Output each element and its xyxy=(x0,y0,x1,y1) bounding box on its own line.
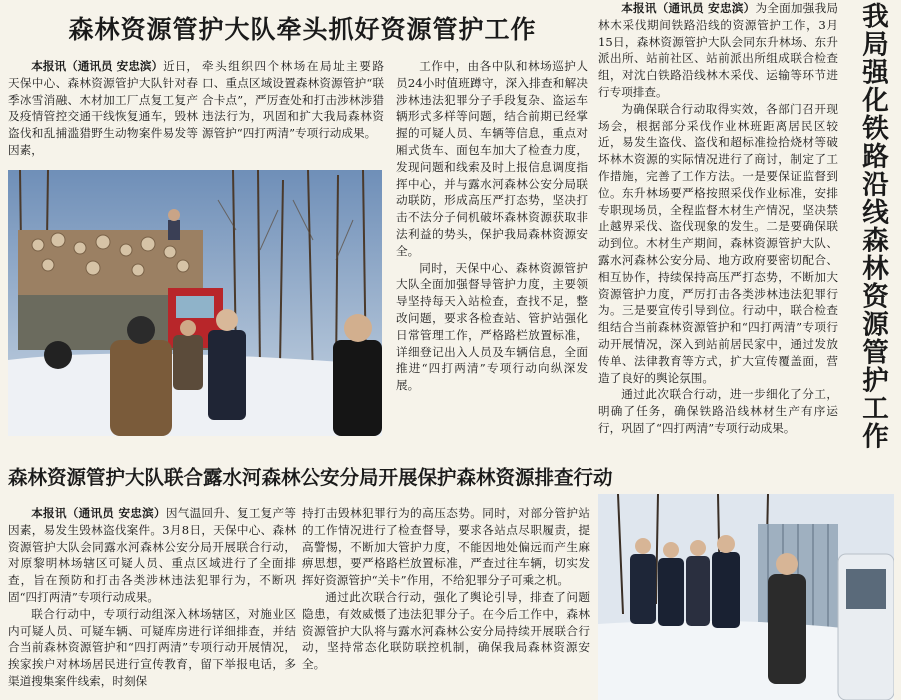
article3-paragraph-3: 通过此次联合行动，进一步细化了分工，明确了任务，确保铁路沿线林材生产有序运行，巩固了“四打两清”专项行动成果。 xyxy=(598,387,838,435)
patrol-in-snow-photo xyxy=(598,494,894,700)
article1-col2-text: 牵头组织四个林场在局址主要路口、重点区域设置森林资源管护“联合卡点”，严厉查处和打击涉林涉猎违法行为，巩固和扩大我局森林资源管护“四打两清”专项行动成果。 xyxy=(202,59,384,141)
article1-headline: 森林资源管护大队牵头抓好资源管护工作 xyxy=(68,15,537,44)
article3-byline: 本报讯（通讯员 安忠滨） xyxy=(621,1,756,15)
article2-column-2 xyxy=(302,505,590,700)
article3-column xyxy=(598,0,838,490)
article3-paragraph-2: 为确保联合行动取得实效，各部门召开现场会，根据部分采伐作业林班距离居民区较近，易发生盗伐、盗伐和超标准捡拾烧材等破坏林木资源的实际情况进行了商讨，制定了工作措施，完善了工作方法。一是要保证监督到位。东升林场要严格按照采伐作业标准，安排专职现场员，全程监督木材生产情况，坚决禁止越界采伐、盗伐现象的发生。二是要确保联动到位。木材生产期间，森林资源管护大队、露水河森林公安分局、地方政府要密切配合、相互协作，持续保持高压严打态势，不断加大资源管护力度，严厉打击各类涉林违法犯罪行为。三是要宣传引导到位。行动中，联合检查组结合当前森林资源管护和“四打两清”专项行动开展情况，深入到站前居民家中，通过发放传单、法律教育等方式，扩大宣传覆盖面，营造了良好的舆论氛围。 xyxy=(598,101,838,385)
article1-byline: 本报讯（通讯员 安忠滨） xyxy=(31,59,164,73)
timber-truck-checkpoint-photo xyxy=(8,170,382,436)
article3-paragraph-1: 为全面加强我局林木采伐期间铁路沿线的资源管护工作，3月15日，森林资源管护大队会同东升林场、东升派出所、站前社区、站前派出所组成联合检查组，对沈白铁路沿线林木采伐、运输等环节进行专项排查。 xyxy=(598,1,838,99)
article1-column-1 xyxy=(8,58,198,168)
article2-col1-paragraph-1: 因气温回升、复工复产等因素，易发生毁林盗伐案件。3月8日，天保中心、森林资源管护大队会同露水河森林公安分局开展联合行动，对原黎明林场辖区可疑人员、重点区域进行了全面排查，旨在预防和打击各类涉林违法犯罪行为，不断巩固“四打两清”专项行动成果。 xyxy=(8,506,296,604)
article1-col3-paragraph-2: 同时，天保中心、森林资源管护大队全面加强督导管护力度，主要领导坚持每天入站检查，查找不足，整改问题，要求各检查站、管护站强化日常管理工作，严格路栏放置标准，详细登记出入人员及车辆信息，全面推进“四打两清”专项行动向纵深发展。 xyxy=(396,260,588,393)
article2-col2-paragraph-1: 持打击毁林犯罪行为的高压态势。同时，对部分管护站的工作情况进行了检查督导，要求各站点尽职履责，提高警惕，不断加大管护力度，不能因地处偏远而产生麻痹思想，要严格路栏放置标准，严查过往车辆，切实发挥好资源管护“关卡”作用，不给犯罪分子可乘之机。 xyxy=(302,506,590,588)
article1-column-2 xyxy=(202,58,384,168)
article2-headline: 森林资源管护大队联合露水河森林公安分局开展保护森林资源排查行动 xyxy=(8,466,613,489)
article3-vertical-headline: 我局强化铁路沿线森林资源管护工作 xyxy=(857,2,888,450)
article2-col2-paragraph-2: 通过此次联合行动，强化了舆论引导，排查了问题隐患，有效威慑了违法犯罪分子。在今后工作中，森林资源管护大队将与露水河森林公安分局持续开展联合行动，坚持常态化联防联控机制，确保我局森林资源安全。 xyxy=(302,589,590,672)
article1-column-3 xyxy=(396,58,588,433)
article2-column-1 xyxy=(8,505,296,700)
article2-col1-paragraph-2: 联合行动中，专项行动组深入林场辖区，对施业区内可疑人员、可疑车辆、可疑库房进行详细排查，并结合当前森林资源管护和“四打两清”专项行动开展情况，挨家挨户对林场居民进行宣传教育，留下举报电话，多渠道搜集案件线索，时刻保 xyxy=(8,606,296,688)
article2-byline: 本报讯（通讯员 安忠滨） xyxy=(31,506,166,520)
article1-col1-text: 近日，天保中心、森林资源管护大队针对春季冰雪消融、木材加工厂点复工复产及疫情管控交通干线恢复通车，毁林盗伐和乱捕滥猎野生动物案件易发等因素， xyxy=(8,59,198,157)
article1-col3-paragraph-1: 工作中，由各中队和林场巡护人员24小时值班蹲守，深入排查和解决涉林违法犯罪分子手段复杂、盗运车辆形式多样等问题，结合前期已经掌握的可疑人员、车辆等信息，重点对厢式货车、面包车加大了检查力度，发现问题和线索及时上报信息调度指挥中心，并与露水河森林公安分局联动联防，形成高压严打态势，坚决打击不法分子伺机破坏森林资源获取非法利益的势头，保护我局森林资源安全。 xyxy=(396,59,588,258)
